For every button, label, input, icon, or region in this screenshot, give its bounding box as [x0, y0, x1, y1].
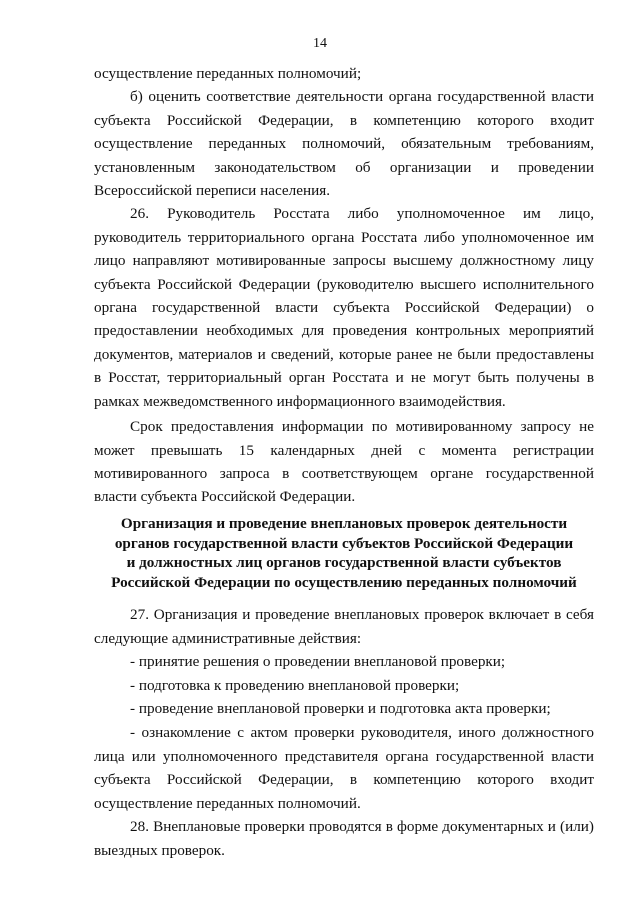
heading-line: Российской Федерации по осуществлению переданных полномочий	[111, 573, 577, 591]
heading-line: Организация и проведение внеплановых проверок деятельности	[120, 515, 568, 532]
body-section-a	[94, 62, 594, 509]
paragraph-26: 26. Руководитель Росстата либо уполномоченное им лицо, руководитель территориального органа Росстата либо уполномоченное им лицо направляют мотивированные запросы высшему должностному лицу субъекта Российской Федерации (руководителю высшего исполнительного органа государственной власти субъекта Российской Федерации) о предоставлении необходимых для проведения контрольных мероприятий документов, материалов и сведений, которые ранее не были предоставлены в Росстат, территориальный орган Росстата и не могут быть получены в рамках межведомственного информационного взаимодействия.	[94, 205, 594, 410]
heading-line: органов государственной власти субъектов Российской Федерации	[114, 534, 574, 552]
section-heading	[94, 514, 594, 592]
paragraph-27: 27. Организация и проведение внеплановых проверок включает в себя следующие административные действия:	[94, 606, 594, 647]
paragraph-item-b: б) оценить соответствие деятельности органа государственной власти субъекта Российской Федерации, в компетенцию которого входит осуществление переданных полномочий, обязательным требованиям, установленным законодательством об организации и проведении Всероссийской переписи населения.	[94, 88, 594, 200]
list-item: - подготовка к проведению внеплановой проверки;	[130, 676, 460, 694]
list-item: - принятие решения о проведении внеплановой проверки;	[130, 653, 506, 671]
heading-line: и должностных лиц органов государственной власти субъектов	[126, 554, 562, 572]
paragraph-continuation: осуществление переданных полномочий;	[94, 65, 362, 82]
list-item: - ознакомление с актом проверки руководителя, иного должностного лица или уполномоченного представителя органа государственной власти субъекта Российской Федерации, в компетенцию которого входит осуществление переданных полномочий.	[94, 723, 594, 812]
list-item: - проведение внеплановой проверки и подготовка акта проверки;	[130, 700, 551, 718]
paragraph-deadline: Срок предоставления информации по мотивированному запросу не может превышать 15 календарных дней с момента регистрации мотивированного запроса в соответствующем органе государственной власти субъекта Российской Федерации.	[94, 418, 594, 506]
page-number: 14	[313, 36, 327, 51]
paragraph-28: 28. Внеплановые проверки проводятся в форме документарных и (или) выездных проверок.	[94, 818, 594, 859]
body-section-b	[94, 603, 594, 863]
